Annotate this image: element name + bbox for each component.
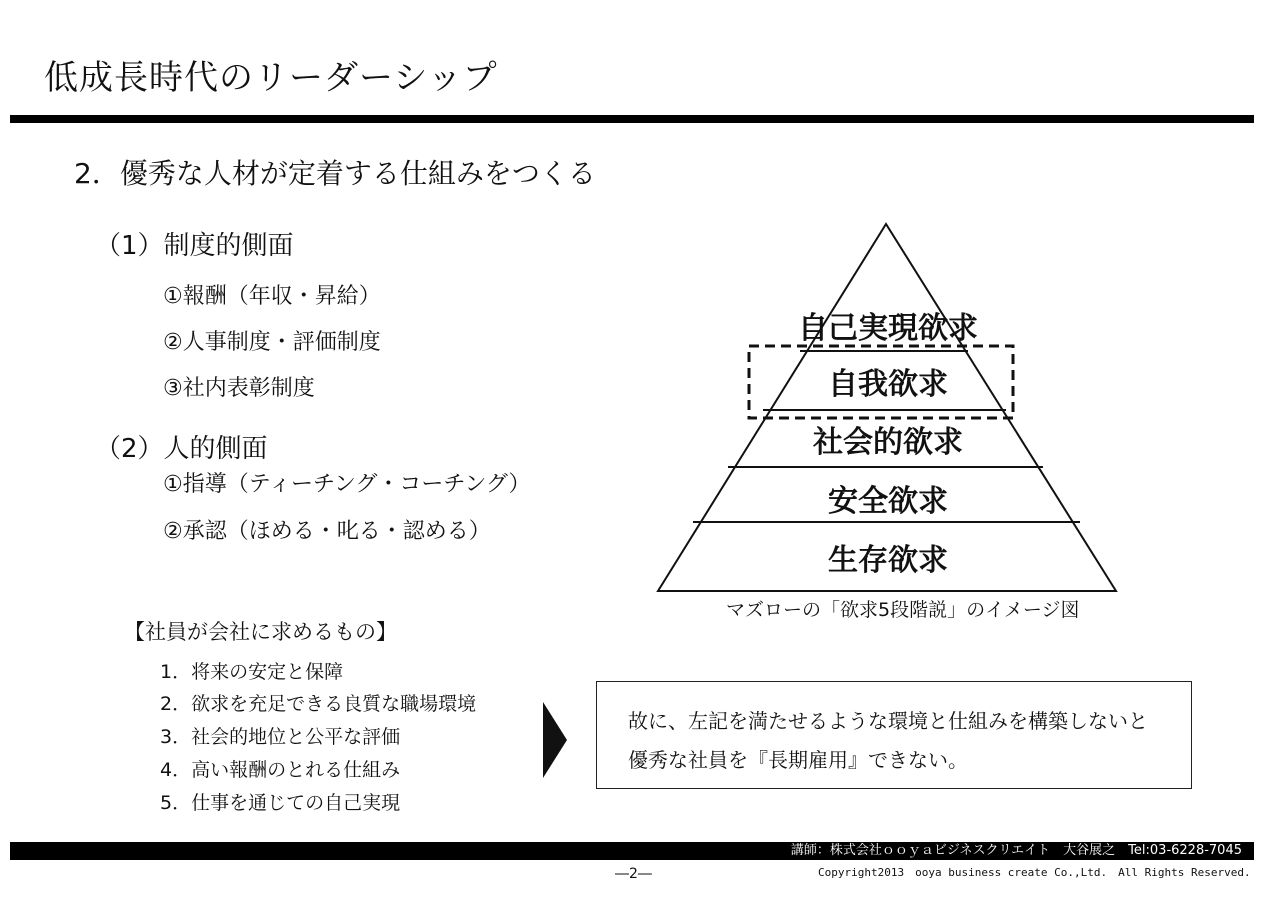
maslow-pyramid-diagram [650,220,1130,600]
pyramid-caption: マズローの「欲求5段階説」のイメージ図 [726,599,1080,621]
pyramid-level-self-actualization: 自己実現欲求 [798,311,978,346]
numbered-list-item: 3．社会的地位と公平な評価 [160,726,401,748]
pyramid-level-esteem: 自我欲求 [828,367,948,402]
list-item: ②承認（ほめる・叱る・認める） [163,519,491,544]
list-item: ②人事制度・評価制度 [163,330,381,355]
numbered-list-item: 4．高い報酬のとれる仕組み [160,759,401,781]
employee-wants-heading: 【社員が会社に求めるもの】 [124,620,397,644]
pyramid-level-safety: 安全欲求 [828,484,948,519]
pyramid-level-survival: 生存欲求 [828,543,948,578]
numbered-list-item: 2．欲求を充足できる良質な職場環境 [160,693,477,715]
pyramid-outline [658,224,1116,591]
numbered-list-item: 1．将来の安定と保障 [160,661,344,683]
arrow-right-icon [543,702,567,778]
subsection-human-heading: （2）人的側面 [95,434,268,464]
list-item: ①報酬（年収・昇給） [163,284,381,309]
list-item: ③社内表彰制度 [163,376,315,401]
conclusion-line: 故に、左記を満たせるような環境と仕組みを構築しないと [628,709,1148,733]
title-divider [10,115,1254,123]
page-number: ―2― [615,866,652,882]
copyright-notice: Copyright2013 ooya business create Co.,Ltd. All Rights Reserved. [818,866,1251,879]
subsection-institutional-heading: （1）制度的側面 [95,231,294,261]
conclusion-line: 優秀な社員を『長期雇用』できない。 [628,748,968,772]
section-heading: 2．優秀な人材が定着する仕組みをつくる [74,157,596,190]
page-title: 低成長時代のリーダーシップ [44,58,498,98]
list-item: ①指導（ティーチング・コーチング） [163,472,531,497]
pyramid-level-social: 社会的欲求 [813,425,963,460]
footer-bar: 講師：株式会社ｏｏｙａビジネスクリエイト 大谷展之 Tel:03-6228-7045 [10,842,1254,860]
numbered-list-item: 5．仕事を通じての自己実現 [160,792,401,814]
